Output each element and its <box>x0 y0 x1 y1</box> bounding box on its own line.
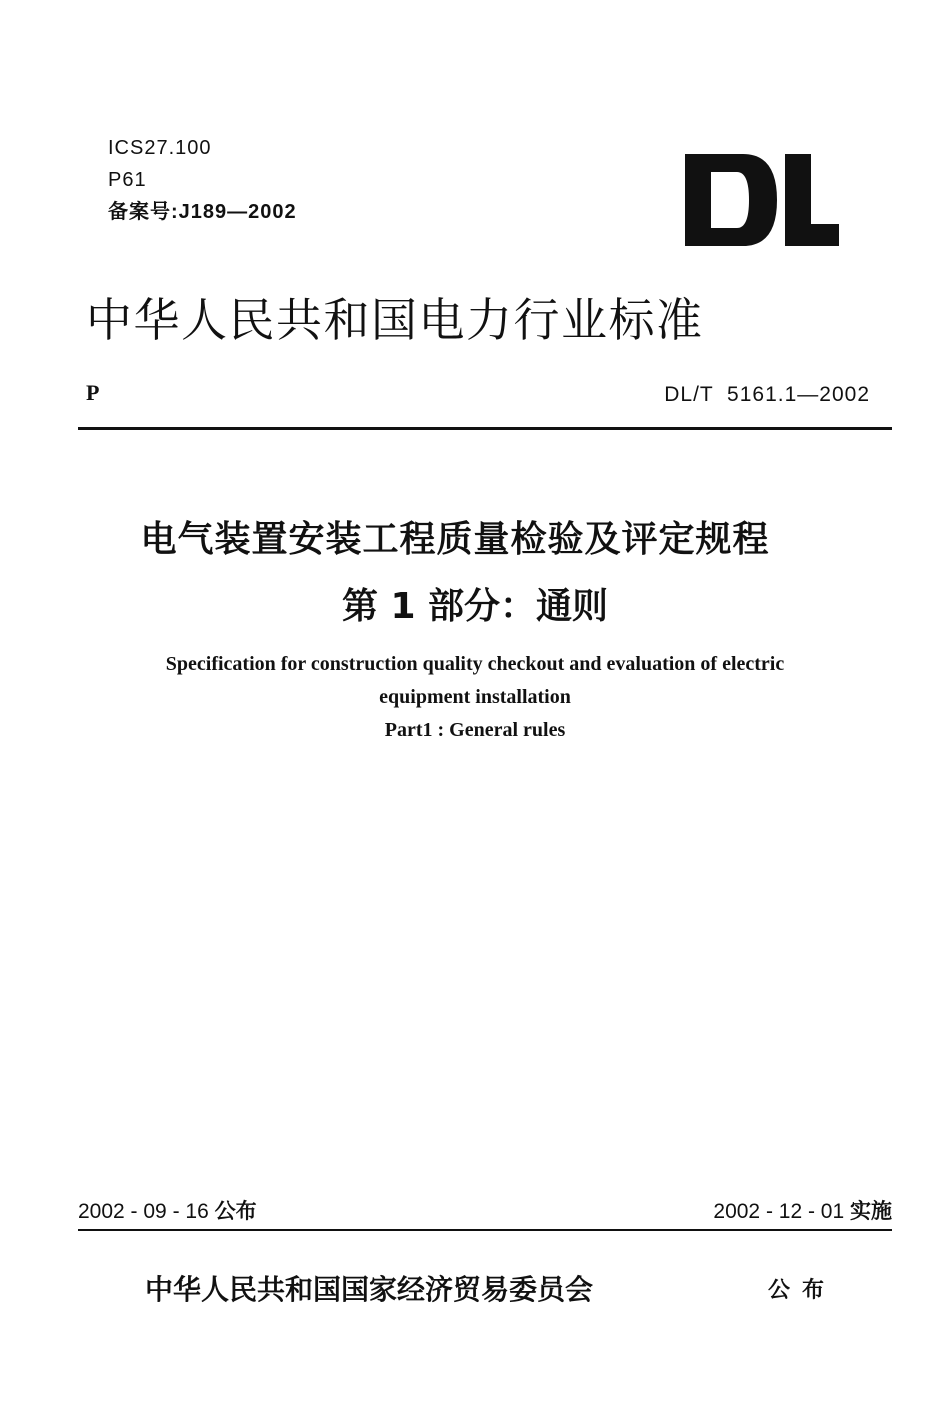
issuer-action: 公布 <box>768 1278 837 1303</box>
document-title-en-line1: Specification for construction quality checkout and evaluation of electric <box>165 653 785 675</box>
category-code: P61 <box>108 169 147 191</box>
ics-code: ICS27.100 <box>108 137 212 159</box>
class-letter: P <box>86 380 100 405</box>
dl-logo-letter-d <box>685 154 777 246</box>
document-title-en-line2: equipment installation <box>379 686 571 708</box>
filing-number: 备案号:J189—2002 <box>108 201 297 223</box>
cover-metadata <box>108 132 297 228</box>
effective-date: 2002 - 12 - 01 <box>713 1200 845 1223</box>
effective-date-line <box>713 1196 892 1227</box>
dl-logo <box>681 150 841 250</box>
document-subtitle-cn: 第 1 部分：通则 <box>341 586 609 627</box>
dl-logo-letter-l <box>785 154 839 246</box>
document-title-en-line3: Part1 : General rules <box>384 719 566 741</box>
publish-label: 公布 <box>214 1199 257 1223</box>
document-title-cn: 电气装置安装工程质量检验及评定规程 <box>140 519 770 560</box>
footer-divider <box>78 1229 892 1231</box>
header-divider <box>78 427 892 430</box>
standard-number: DL/T 5161.1—2002 <box>664 383 870 406</box>
issuing-authority: 中华人民共和国国家经济贸易委员会 <box>145 1273 594 1306</box>
publish-date-line <box>78 1196 257 1227</box>
effective-label: 实施 <box>850 1199 892 1223</box>
standard-title: 中华人民共和国电力行业标准 <box>86 293 704 347</box>
publish-date: 2002 - 09 - 16 <box>78 1200 209 1223</box>
